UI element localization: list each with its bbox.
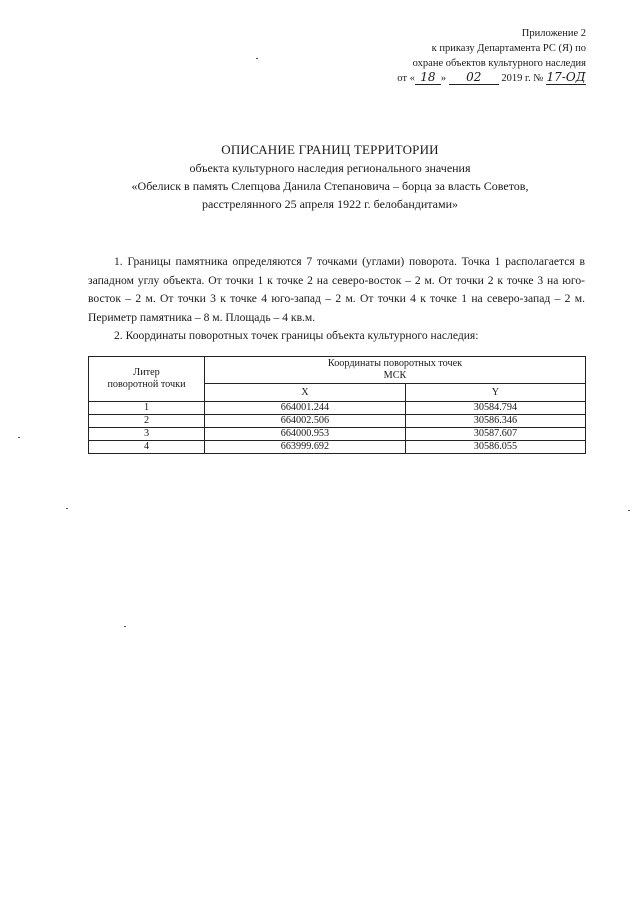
row-liter: 3 xyxy=(89,428,205,441)
coords-header xyxy=(205,357,586,384)
document-title-block xyxy=(70,141,590,213)
scan-speck xyxy=(66,508,68,509)
table-row xyxy=(89,428,586,441)
liter-header-line2: поворотной точки xyxy=(107,379,186,390)
paragraph-coordinates-intro: 2. Координаты поворотных точек границы объекта культурного наследия: xyxy=(114,329,479,342)
row-y: 30586.055 xyxy=(405,441,585,454)
title-subtitle: объекта культурного наследия регионального значения xyxy=(189,161,471,175)
coords-header-line2: МСК xyxy=(383,370,407,382)
document-title: ОПИСАНИЕ ГРАНИЦ ТЕРРИТОРИИ xyxy=(221,142,439,157)
row-y: 30587.607 xyxy=(405,428,585,441)
x-header: X xyxy=(205,384,406,402)
scan-speck xyxy=(18,437,20,438)
row-y: 30584.794 xyxy=(405,402,585,415)
date-month: 02 xyxy=(449,71,499,85)
table-row xyxy=(89,441,586,454)
liter-header-line1: Литер xyxy=(133,367,160,378)
date-day: 18 xyxy=(415,71,441,85)
row-y: 30586.346 xyxy=(405,415,585,428)
date-year: 2019 г. № xyxy=(501,73,544,84)
date-mid: » xyxy=(440,73,447,84)
appendix-order-line: к приказу Департамента РС (Я) по xyxy=(431,43,586,54)
appendix-department-line: охране объектов культурного наследия xyxy=(412,58,586,69)
appendix-date-line xyxy=(397,71,586,86)
paragraph-boundaries: 1. Границы памятника определяются 7 точками (углами) поворота. Точка 1 располагается в западном углу объекта. От точки 1 к точке 2 на северо-восток – 2 м. От точки 2 к точке 3 на юго-восток – 2 м. От точки 3 к точке 4 юго-запад – 2 м. От точки 4 к точке 1 на северо-запад – 2 м. Периметр памятника – 8 м. Площадь – 4 кв.м. xyxy=(88,255,585,324)
table-row xyxy=(89,402,586,415)
y-header: Y xyxy=(405,384,585,402)
appendix-header xyxy=(397,26,586,86)
coords-header-line1: Координаты поворотных точек xyxy=(327,358,463,370)
row-liter: 1 xyxy=(89,402,205,415)
scan-speck xyxy=(124,626,126,627)
date-prefix: от « xyxy=(397,73,415,84)
row-x: 664000.953 xyxy=(205,428,406,441)
row-liter: 2 xyxy=(89,415,205,428)
scan-speck xyxy=(256,58,258,59)
row-x: 664001.244 xyxy=(205,402,406,415)
scan-speck xyxy=(628,510,630,511)
row-x: 664002.506 xyxy=(205,415,406,428)
title-object-name-cont: расстрелянного 25 апреля 1922 г. белобандитами» xyxy=(201,197,459,211)
row-x: 663999.692 xyxy=(205,441,406,454)
table-row xyxy=(89,415,586,428)
appendix-title: Приложение 2 xyxy=(521,28,586,39)
row-liter: 4 xyxy=(89,441,205,454)
coordinates-table xyxy=(88,356,586,454)
title-object-name: «Обелиск в память Слепцова Данила Степановича – борца за власть Советов, xyxy=(131,179,529,193)
liter-header xyxy=(89,357,205,402)
order-number: 17-ОД xyxy=(546,70,586,84)
